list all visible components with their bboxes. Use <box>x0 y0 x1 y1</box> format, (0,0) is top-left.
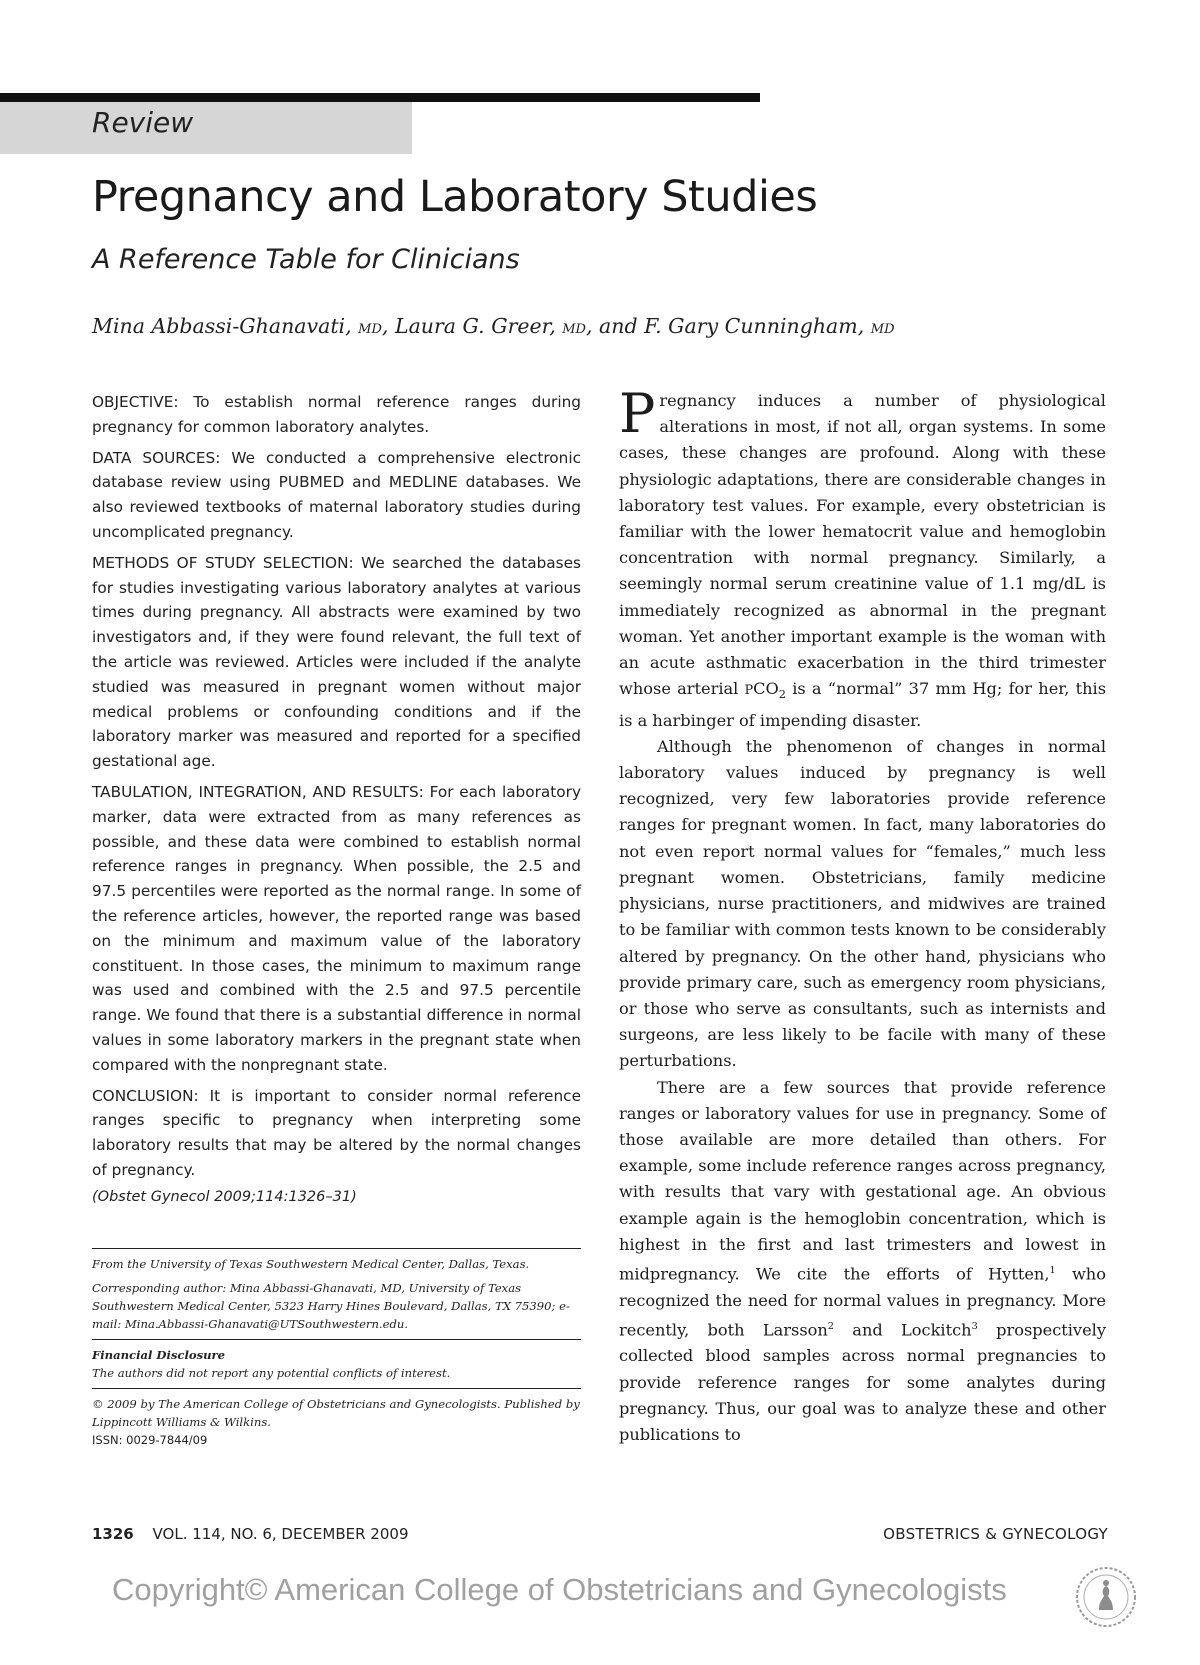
author-degree: MD <box>870 322 895 337</box>
body-text-run: prospectively collected blood samples across normal pregnancies to provide reference ranges for some analytes during pregnancy. Thus, our goal was to analyze these and other publications to <box>619 1320 1106 1444</box>
abstract-conclusion <box>92 1084 581 1183</box>
footnote-divider <box>92 1248 581 1249</box>
page-number: 1326 <box>92 1525 134 1543</box>
article-subtitle: A Reference Table for Clinicians <box>92 244 520 275</box>
abstract-text: For each laboratory marker, data were extracted from as many references as possible, and these data were combined to establish normal reference ranges in pregnancy. When possible, the 2.5 and 97.5 percentiles were reported as the normal range. In some of the reference articles, however, the reported range was based on the minimum and maximum value of the laboratory constituent. In those cases, the minimum to maximum range was used and combined with the 2.5 and 97.5 percentile range. We found that there is a substantial difference in normal values in some laboratory markers in the pregnant state when compared with the nonpregnant state. <box>92 782 581 1074</box>
section-tab <box>0 102 412 154</box>
acog-seal-icon <box>1075 1566 1137 1628</box>
journal-citation: (Obstet Gynecol 2009;114:1326–31) <box>92 1188 357 1205</box>
abstract <box>92 390 581 1216</box>
abstract-results <box>92 780 581 1078</box>
abstract-text: To establish normal reference ranges during pregnancy for common laboratory analytes. <box>92 393 581 436</box>
page-footer-left <box>92 1525 408 1543</box>
section-label: Review <box>92 106 194 139</box>
body-text-run: regnancy induces a number of physiological alterations in most, if not all, organ systems. In some cases, these changes are profound. Along with these physiologic adaptations, there are considerable changes in laboratory test values. For example, every obstetrician is familiar with the lower hematocrit value and hemoglobin concentration with normal pregnancy. Similarly, a seemingly normal serum creatinine value of 1.1 mg/dL is immediately recognized as abnormal in the pregnant woman. Yet another important example is the woman with an acute asthmatic exacerbation in the third trimester whose arterial <box>619 391 1106 699</box>
corresponding-author-note: Corresponding author: Mina Abbassi-Ghanavati, MD, University of Texas Southwestern Medical Center, 5323 Harry Hines Boulevard, Dallas, TX 75390; e-mail: Mina.Abbassi-Ghanavati@UTSouthwestern.edu. <box>92 1281 570 1331</box>
author-degree: MD <box>562 322 586 337</box>
copyright-watermark: Copyright© American College of Obstetricians and Gynecologists <box>112 1572 1007 1607</box>
footnotes <box>92 1248 581 1455</box>
body-text-run: is a “normal” 37 mm Hg; for her, this is a harbinger of impending disaster. <box>619 679 1107 730</box>
abstract-label: CONCLUSION: <box>92 1086 199 1105</box>
body-text-run: There are a few sources that provide reference ranges or laboratory values for use in pregnancy. Some of those available are more detailed than others. For example, some include reference ranges across pregnancy, with results that vary with gestational age. An obvious example again is the hemoglobin concentration, which is highest in the first and last trimesters and lowest in midpregnancy. We cite the efforts of Hytten, <box>619 1077 1106 1284</box>
author-name: Mina Abbassi-Ghanavati, <box>92 314 352 338</box>
body-paragraph <box>619 1075 1106 1449</box>
disclosure-heading: Financial Disclosure <box>92 1348 226 1362</box>
reference-marker[interactable]: 3 <box>971 1320 978 1332</box>
author-name: Laura G. Greer, <box>394 314 556 338</box>
issn-note: ISSN: 0029-7844/09 <box>92 1433 208 1447</box>
abstract-text: We searched the databases for studies investigating various laboratory analytes at various times during pregnancy. All abstracts were examined by two investigators and, if they were found relevant, the full text of the article was reviewed. Articles were included if the analyte studied was measured in pregnant women without major medical problems or confounding conditions and if the laboratory marker was measured and reported for a specified gestational age. <box>92 553 582 771</box>
pco2-co: CO <box>753 679 779 699</box>
abstract-label: METHODS OF STUDY SELECTION: <box>92 553 354 572</box>
abstract-data-sources <box>92 446 581 545</box>
body-text-run: who recognized the need for normal values in pregnancy. More recently, both Larsson <box>619 1264 1106 1340</box>
drop-cap: P <box>619 382 656 445</box>
abstract-objective <box>92 390 581 440</box>
article-title: Pregnancy and Laboratory Studies <box>92 172 818 222</box>
abstract-label: OBJECTIVE: <box>92 393 179 411</box>
issue-info: VOL. 114, NO. 6, DECEMBER 2009 <box>152 1525 409 1543</box>
journal-name: OBSTETRICS & GYNECOLOGY <box>883 1525 1108 1543</box>
abstract-text: We conducted a comprehensive electronic database review using PUBMED and MEDLINE databases. We also reviewed textbooks of maternal laboratory studies during uncomplicated pregnancy. <box>92 448 581 541</box>
affiliation-note: From the University of Texas Southwestern Medical Center, Dallas, Texas. <box>92 1257 530 1271</box>
pco2-p: P <box>744 682 754 698</box>
header-rule <box>0 93 760 102</box>
author-list: Mina Abbassi-Ghanavati, MD, Laura G. Greer, MD, and F. Gary Cunningham, MD <box>92 314 895 338</box>
footnote-divider <box>92 1388 581 1389</box>
body-text <box>619 382 1107 1448</box>
reference-marker[interactable]: 2 <box>827 1320 834 1332</box>
author-name: and F. Gary Cunningham, <box>599 314 865 338</box>
body-text-run: and Lockitch <box>833 1320 972 1340</box>
abstract-methods <box>92 551 581 774</box>
abstract-label: DATA SOURCES: <box>92 448 221 467</box>
disclosure-note: The authors did not report any potential conflicts of interest. <box>92 1366 451 1380</box>
abstract-text: It is important to consider normal reference ranges specific to pregnancy when interpreting some laboratory results that may be altered by the normal changes of pregnancy. <box>92 1086 581 1179</box>
copyright-note: © 2009 by The American College of Obstetricians and Gynecologists. Published by Lippincott Williams & Wilkins. <box>92 1397 580 1429</box>
author-degree: MD <box>358 322 382 337</box>
body-paragraph: Although the phenomenon of changes in normal laboratory values induced by pregnancy is well recognized, very few laboratories provide reference ranges for pregnant women. In fact, many laboratories do not even report normal values for “females,” much less pregnant women. Obstetricians, family medicine physicians, nurse practitioners, and midwives are trained to be familiar with common tests known to be considerably altered by pregnancy. On the other hand, physicians who provide primary care, such as emergency room physicians, or those who serve as consultants, such as internists and surgeons, are less likely to be facile with many of these perturbations. <box>619 736 1106 1071</box>
pco2-subscript: 2 <box>778 687 786 702</box>
body-paragraph <box>619 382 1107 734</box>
abstract-label: TABULATION, INTEGRATION, AND RESULTS: <box>92 782 424 801</box>
reference-marker[interactable]: 1 <box>1049 1264 1056 1276</box>
footnote-divider <box>92 1339 581 1340</box>
